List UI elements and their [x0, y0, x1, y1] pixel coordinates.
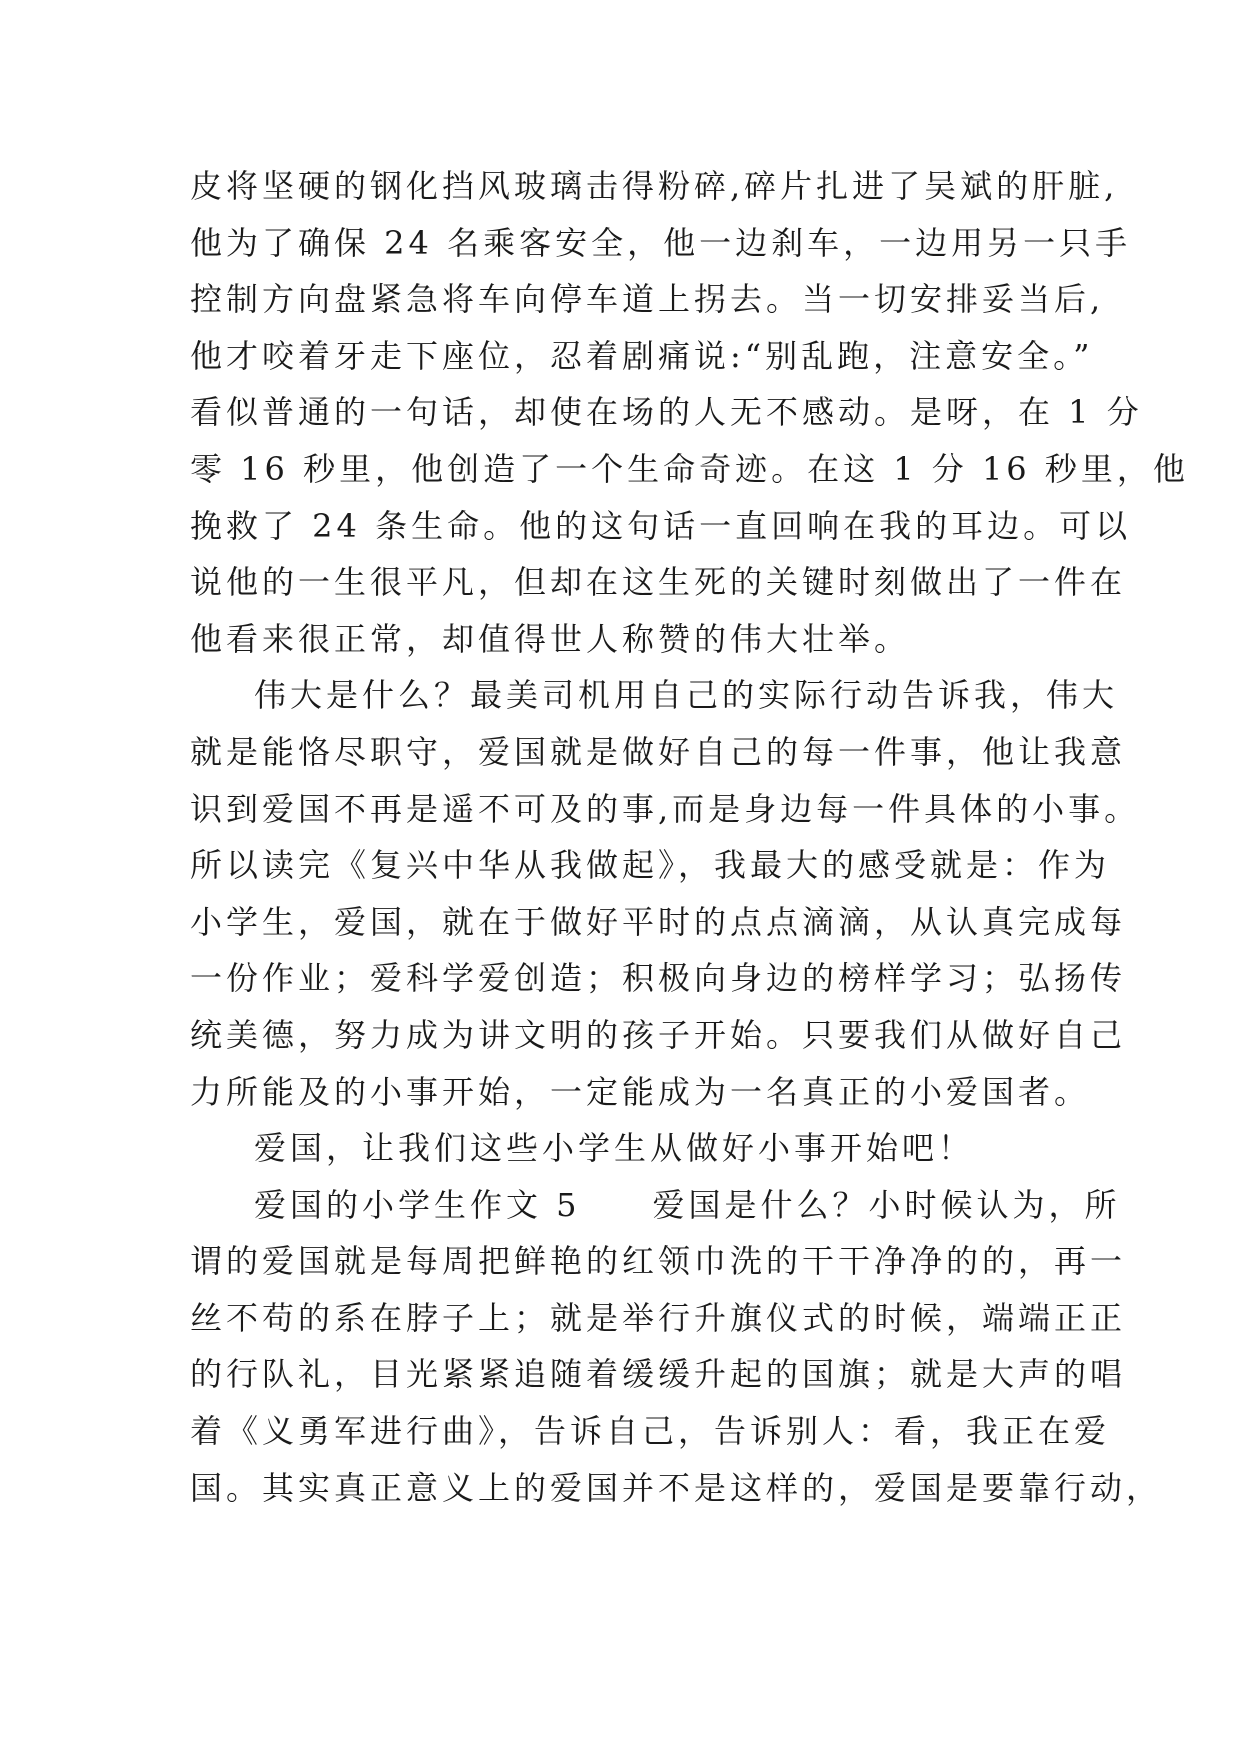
text-line: 他才咬着牙走下座位，忍着剧痛说:“别乱跑，注意安全。”: [190, 336, 1094, 375]
text-line: 的行队礼，目光紧紧追随着缓缓升起的国旗；就是大声的唱: [190, 1355, 1127, 1394]
paragraph-first-line: 爱国，让我们这些小学生从做好小事开始吧！: [254, 1129, 975, 1168]
text-line: 一份作业；爱科学爱创造；积极向身边的榜样学习；弘扬传: [190, 959, 1127, 998]
document-body: [190, 158, 1189, 1516]
text-line: 控制方向盘紧急将车向停车道上拐去。当一切安排妥当后,: [190, 280, 1105, 319]
text-line: 识到爱国不再是遥不可及的事,而是身边每一件具体的小事。: [190, 789, 1141, 828]
text-line: 挽救了 24 条生命。他的这句话一直回响在我的耳边。可以: [190, 506, 1132, 545]
text-line: 他为了确保 24 名乘客安全，他一边刹车，一边用另一只手: [190, 223, 1132, 262]
text-line: 力所能及的小事开始，一定能成为一名真正的小爱国者。: [190, 1072, 1091, 1111]
text-line: 国。其实真正意义上的爱国并不是这样的，爱国是要靠行动，: [190, 1468, 1163, 1507]
text-line: 他看来很正常，却值得世人称赞的伟大壮举。: [190, 619, 911, 658]
text-line: 小学生，爱国，就在于做好平时的点点滴滴，从认真完成每: [190, 902, 1127, 941]
text-line: 谓的爱国就是每周把鲜艳的红领巾洗的干干净净的的，再一: [190, 1242, 1127, 1281]
text-line: 说他的一生很平凡，但却在这生死的关键时刻做出了一件在: [190, 563, 1127, 602]
text-line: 丝不苟的系在脖子上；就是举行升旗仪式的时候，端端正正: [190, 1298, 1127, 1337]
text-line: 零 16 秒里，他创造了一个生命奇迹。在这 1 分 16 秒里，他: [190, 449, 1189, 488]
text-line: 所以读完《复兴中华从我做起》，我最大的感受就是：作为: [190, 846, 1111, 885]
paragraph-first-line: 伟大是什么？最美司机用自己的实际行动告诉我，伟大: [254, 676, 1119, 715]
text-line: 统美德，努力成为讲文明的孩子开始。只要我们从做好自己: [190, 1015, 1127, 1054]
text-line: 看似普通的一句话，却使在场的人无不感动。是呀，在 1 分: [190, 393, 1143, 432]
text-line: 着《义勇军进行曲》，告诉自己，告诉别人：看，我正在爱: [190, 1412, 1111, 1451]
essay-heading-line: 爱国的小学生作文 5 爱国是什么？小时候认为，所: [254, 1185, 1121, 1224]
text-line: 就是能恪尽职守，爱国就是做好自己的每一件事，他让我意: [190, 732, 1127, 771]
text-line: 皮将坚硬的钢化挡风玻璃击得粉碎,碎片扎进了吴斌的肝脏,: [190, 167, 1119, 205]
